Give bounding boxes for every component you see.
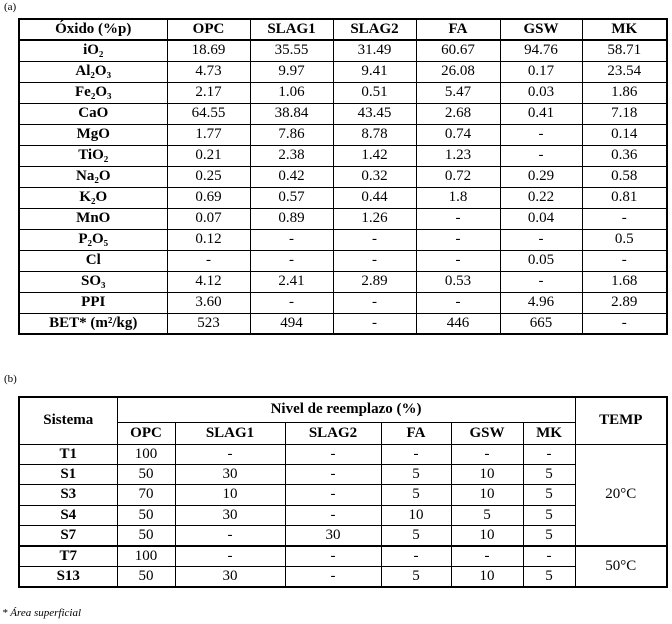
value-cell: 4.73 xyxy=(167,61,250,82)
value-cell: 0.42 xyxy=(250,166,333,187)
oxide-name-cell: K₂O xyxy=(19,187,167,208)
replacement-value-cell: 10 xyxy=(451,485,523,505)
table-row xyxy=(19,271,667,292)
replacement-value-cell: - xyxy=(523,546,575,566)
value-cell: 7.86 xyxy=(250,124,333,145)
oxide-name-cell: Al₂O₃ xyxy=(19,61,167,82)
header-replacement-level: Nivel de reemplazo (%) xyxy=(117,397,575,422)
value-cell: - xyxy=(167,250,250,271)
value-cell: - xyxy=(416,250,500,271)
replacement-value-cell: 10 xyxy=(381,505,451,525)
temp-cell-50: 50°C xyxy=(575,546,667,587)
replacement-value-cell: - xyxy=(451,546,523,566)
value-cell: - xyxy=(333,229,416,250)
replacement-value-cell: 5 xyxy=(381,526,451,546)
table-row xyxy=(19,546,667,566)
value-cell: - xyxy=(500,124,582,145)
header-b-fa: FA xyxy=(381,422,451,444)
replacement-level-table xyxy=(18,396,668,588)
value-cell: - xyxy=(582,208,667,229)
value-cell: 0.74 xyxy=(416,124,500,145)
value-cell: - xyxy=(333,313,416,334)
header-slag2: SLAG2 xyxy=(333,19,416,40)
value-cell: 5.47 xyxy=(416,82,500,103)
value-cell: 0.25 xyxy=(167,166,250,187)
replacement-value-cell: - xyxy=(285,485,381,505)
value-cell: 1.06 xyxy=(250,82,333,103)
oxide-name-cell: P₂O₅ xyxy=(19,229,167,250)
value-cell: - xyxy=(416,292,500,313)
value-cell: 446 xyxy=(416,313,500,334)
table-row xyxy=(19,505,667,525)
value-cell: 2.89 xyxy=(333,271,416,292)
value-cell: 0.57 xyxy=(250,187,333,208)
value-cell: 1.42 xyxy=(333,145,416,166)
value-cell: 43.45 xyxy=(333,103,416,124)
value-cell: 9.97 xyxy=(250,61,333,82)
replacement-value-cell: 5 xyxy=(451,505,523,525)
sistema-cell: S7 xyxy=(19,526,117,546)
table-row xyxy=(19,566,667,586)
replacement-value-cell: 5 xyxy=(523,485,575,505)
replacement-value-cell: - xyxy=(285,546,381,566)
value-cell: 494 xyxy=(250,313,333,334)
value-cell: 26.08 xyxy=(416,61,500,82)
oxide-name-cell: BET* (m²/kg) xyxy=(19,313,167,334)
value-cell: 7.18 xyxy=(582,103,667,124)
sistema-cell: S1 xyxy=(19,464,117,484)
replacement-value-cell: 10 xyxy=(175,485,285,505)
table-row xyxy=(19,82,667,103)
value-cell: 1.23 xyxy=(416,145,500,166)
replacement-value-cell: 50 xyxy=(117,464,175,484)
header-sistema: Sistema xyxy=(19,397,117,444)
value-cell: 2.38 xyxy=(250,145,333,166)
value-cell: 0.72 xyxy=(416,166,500,187)
value-cell: 94.76 xyxy=(500,40,582,61)
oxide-name-cell: Cl xyxy=(19,250,167,271)
value-cell: 31.49 xyxy=(333,40,416,61)
table-row xyxy=(19,166,667,187)
table-row xyxy=(19,40,667,61)
replacement-value-cell: 70 xyxy=(117,485,175,505)
value-cell: 2.17 xyxy=(167,82,250,103)
value-cell: - xyxy=(582,250,667,271)
replacement-value-cell: 5 xyxy=(523,566,575,586)
replacement-value-cell: - xyxy=(175,526,285,546)
value-cell: 35.55 xyxy=(250,40,333,61)
replacement-value-cell: 5 xyxy=(523,505,575,525)
panel-a-label: (a) xyxy=(4,1,17,13)
replacement-value-cell: - xyxy=(451,444,523,464)
replacement-value-cell: 50 xyxy=(117,505,175,525)
replacement-value-cell: 30 xyxy=(175,464,285,484)
value-cell: 0.21 xyxy=(167,145,250,166)
header-mk: MK xyxy=(582,19,667,40)
value-cell: 38.84 xyxy=(250,103,333,124)
value-cell: 0.04 xyxy=(500,208,582,229)
replacement-value-cell: - xyxy=(381,444,451,464)
header-oxide: Óxido (%p) xyxy=(19,19,167,40)
table-a-header-row xyxy=(19,19,667,40)
value-cell: 4.96 xyxy=(500,292,582,313)
table-row xyxy=(19,250,667,271)
value-cell: 1.68 xyxy=(582,271,667,292)
value-cell: 0.32 xyxy=(333,166,416,187)
value-cell: - xyxy=(500,229,582,250)
table-row xyxy=(19,313,667,334)
table-row xyxy=(19,464,667,484)
header-gsw: GSW xyxy=(500,19,582,40)
table-row xyxy=(19,187,667,208)
value-cell: - xyxy=(416,229,500,250)
table-row xyxy=(19,292,667,313)
value-cell: 64.55 xyxy=(167,103,250,124)
sistema-cell: S4 xyxy=(19,505,117,525)
header-slag1: SLAG1 xyxy=(250,19,333,40)
header-b-slag1: SLAG1 xyxy=(175,422,285,444)
oxide-name-cell: CaO xyxy=(19,103,167,124)
replacement-value-cell: 10 xyxy=(451,526,523,546)
header-fa: FA xyxy=(416,19,500,40)
oxide-name-cell: iO₂ xyxy=(19,40,167,61)
replacement-value-cell: - xyxy=(175,444,285,464)
value-cell: - xyxy=(500,145,582,166)
replacement-value-cell: 100 xyxy=(117,546,175,566)
sistema-cell: S3 xyxy=(19,485,117,505)
table-row xyxy=(19,103,667,124)
oxide-name-cell: Fe₂O₃ xyxy=(19,82,167,103)
value-cell: 1.77 xyxy=(167,124,250,145)
value-cell: 2.89 xyxy=(582,292,667,313)
value-cell: 2.68 xyxy=(416,103,500,124)
replacement-value-cell: - xyxy=(523,444,575,464)
replacement-value-cell: - xyxy=(285,464,381,484)
table-row xyxy=(19,61,667,82)
value-cell: 0.07 xyxy=(167,208,250,229)
value-cell: 665 xyxy=(500,313,582,334)
replacement-value-cell: 50 xyxy=(117,566,175,586)
table-b-header-row-2 xyxy=(19,422,667,444)
replacement-value-cell: 5 xyxy=(523,464,575,484)
header-temp: TEMP xyxy=(575,397,667,444)
table-row xyxy=(19,124,667,145)
oxide-name-cell: MnO xyxy=(19,208,167,229)
replacement-value-cell: 30 xyxy=(175,566,285,586)
value-cell: 0.41 xyxy=(500,103,582,124)
replacement-value-cell: 30 xyxy=(285,526,381,546)
replacement-value-cell: 10 xyxy=(451,566,523,586)
replacement-value-cell: 5 xyxy=(381,566,451,586)
value-cell: 4.12 xyxy=(167,271,250,292)
value-cell: 58.71 xyxy=(582,40,667,61)
value-cell: 8.78 xyxy=(333,124,416,145)
oxide-name-cell: MgO xyxy=(19,124,167,145)
value-cell: 0.69 xyxy=(167,187,250,208)
panel-b-label: (b) xyxy=(4,373,17,385)
value-cell: 3.60 xyxy=(167,292,250,313)
replacement-value-cell: 5 xyxy=(523,526,575,546)
header-b-mk: MK xyxy=(523,422,575,444)
temp-cell-20: 20°C xyxy=(575,444,667,546)
table-b-header-row-1 xyxy=(19,397,667,422)
value-cell: 9.41 xyxy=(333,61,416,82)
oxide-name-cell: SO₃ xyxy=(19,271,167,292)
value-cell: 18.69 xyxy=(167,40,250,61)
oxide-composition-table xyxy=(18,18,668,335)
oxide-name-cell: PPI xyxy=(19,292,167,313)
value-cell: 60.67 xyxy=(416,40,500,61)
value-cell: 1.86 xyxy=(582,82,667,103)
table-row xyxy=(19,444,667,464)
value-cell: 0.14 xyxy=(582,124,667,145)
value-cell: 0.17 xyxy=(500,61,582,82)
value-cell: - xyxy=(333,250,416,271)
replacement-value-cell: - xyxy=(381,546,451,566)
value-cell: 0.03 xyxy=(500,82,582,103)
table-row xyxy=(19,526,667,546)
value-cell: - xyxy=(250,250,333,271)
replacement-value-cell: 50 xyxy=(117,526,175,546)
oxide-name-cell: Na₂O xyxy=(19,166,167,187)
value-cell: 0.36 xyxy=(582,145,667,166)
replacement-value-cell: - xyxy=(285,505,381,525)
value-cell: 0.29 xyxy=(500,166,582,187)
value-cell: 0.51 xyxy=(333,82,416,103)
value-cell: 23.54 xyxy=(582,61,667,82)
value-cell: 0.22 xyxy=(500,187,582,208)
value-cell: 0.58 xyxy=(582,166,667,187)
value-cell: 523 xyxy=(167,313,250,334)
replacement-value-cell: 10 xyxy=(451,464,523,484)
value-cell: 2.41 xyxy=(250,271,333,292)
value-cell: 0.44 xyxy=(333,187,416,208)
header-b-gsw: GSW xyxy=(451,422,523,444)
table-row xyxy=(19,485,667,505)
value-cell: - xyxy=(250,292,333,313)
value-cell: 1.26 xyxy=(333,208,416,229)
replacement-value-cell: 30 xyxy=(175,505,285,525)
value-cell: - xyxy=(250,229,333,250)
value-cell: - xyxy=(500,271,582,292)
replacement-value-cell: - xyxy=(285,444,381,464)
sistema-cell: S13 xyxy=(19,566,117,586)
value-cell: 0.53 xyxy=(416,271,500,292)
value-cell: - xyxy=(416,208,500,229)
replacement-value-cell: 5 xyxy=(381,485,451,505)
replacement-value-cell: - xyxy=(285,566,381,586)
header-opc: OPC xyxy=(167,19,250,40)
table-row xyxy=(19,145,667,166)
table-row xyxy=(19,229,667,250)
value-cell: 0.5 xyxy=(582,229,667,250)
sistema-cell: T7 xyxy=(19,546,117,566)
replacement-value-cell: - xyxy=(175,546,285,566)
header-b-opc: OPC xyxy=(117,422,175,444)
table-row xyxy=(19,208,667,229)
value-cell: 1.8 xyxy=(416,187,500,208)
value-cell: 0.89 xyxy=(250,208,333,229)
replacement-value-cell: 100 xyxy=(117,444,175,464)
value-cell: 0.05 xyxy=(500,250,582,271)
header-b-slag2: SLAG2 xyxy=(285,422,381,444)
value-cell: - xyxy=(582,313,667,334)
oxide-name-cell: TiO₂ xyxy=(19,145,167,166)
value-cell: 0.12 xyxy=(167,229,250,250)
sistema-cell: T1 xyxy=(19,444,117,464)
value-cell: 0.81 xyxy=(582,187,667,208)
value-cell: - xyxy=(333,292,416,313)
replacement-value-cell: 5 xyxy=(381,464,451,484)
footnote: * Área superficial xyxy=(2,607,82,619)
